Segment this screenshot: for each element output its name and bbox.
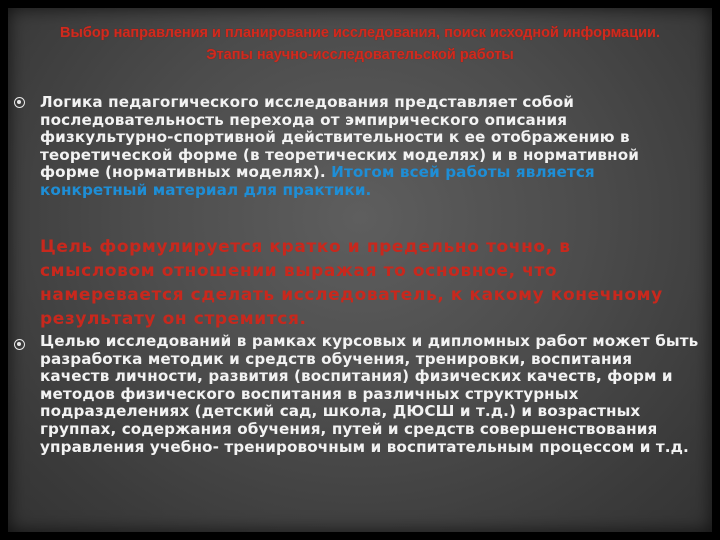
bullet-icon bbox=[14, 97, 25, 108]
bullet-2-text: Целью исследований в рамках курсовых и дипломных работ может быть разработка методик и средств обучения, тренировки, воспитания качеств личности, развития (воспитания) физических качеств, форм и методов физического воспитания в различных структурных подразделениях (детский сад, школа, ДЮСШ и т.д.) и возрастных группах, содержания обучения, путей и средств совершенствования управления учебно- тренировочным и воспитательным процессом и т.д. bbox=[40, 332, 699, 456]
bullet-1-main-text: Логика педагогического исследования представляет собой последовательность перехода от эмпирического описания физкультурно-спортивной действительности к ее отображению в теоретической форме (в теоретических моделях) и в нормативной форме (нормативных моделях). bbox=[40, 93, 640, 182]
bullet-icon bbox=[14, 339, 25, 350]
goal-definition-text: Цель формулируется кратко и предельно точно, в смысловом отношении выражая то основное, что намеревается сделать исследователь, к какому конечному результату он стремится. bbox=[40, 237, 663, 329]
slide-title: Выбор направления и планирование исследования, поиск исходной информации. Этапы научно-исследовательской работы bbox=[60, 25, 660, 63]
bullet-1-text bbox=[40, 94, 700, 200]
bullet-1-highlight-text: Итогом всей работы является конкретный материал для практики. bbox=[40, 163, 595, 199]
